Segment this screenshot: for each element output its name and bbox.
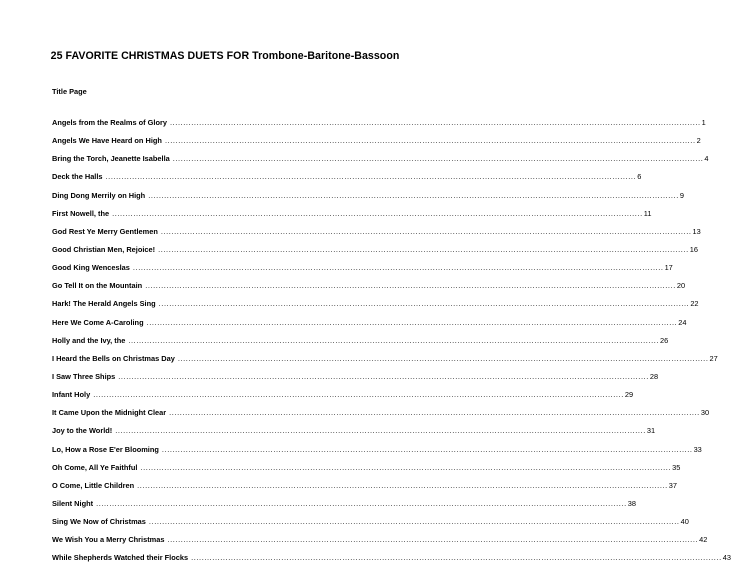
toc-entry-title: God Rest Ye Merry Gentlemen: [52, 226, 158, 236]
toc-dot-leader: ........................................................................................................................................................................................................: [170, 118, 701, 127]
toc-dot-leader: ........................................................................................................................................................................................................: [105, 172, 637, 182]
toc-entry: [52, 335, 669, 354]
toc-dot-leader: ........................................................................................................................................................................................................: [93, 390, 624, 400]
toc-entry-page-number: 24: [678, 317, 687, 327]
toc-dot-leader: ........................................................................................................................................................................................................: [177, 353, 709, 363]
toc-dot-leader: ........................................................................................................................................................................................................: [164, 136, 696, 146]
toc-entry-page-number: 27: [709, 353, 718, 363]
toc-entry: [52, 154, 709, 172]
toc-dot-leader: ........................................................................................................................................................................................................: [148, 517, 680, 527]
toc-dot-leader: ........................................................................................................................................................................................................: [172, 154, 704, 164]
toc-entry: [52, 281, 686, 299]
toc-entry-title: Joy to the World!: [52, 426, 113, 436]
toc-dot-leader: ........................................................................................................................................................................................................: [128, 335, 660, 345]
toc-entry-page-number: 13: [692, 226, 701, 236]
toc-dot-leader: ........................................................................................................................................................................................................: [96, 498, 627, 508]
toc-dot-leader: ........................................................................................................................................................................................................: [161, 444, 693, 454]
toc-entry: [52, 553, 731, 571]
toc-dot-leader: ........................................................................................................................................................................................................: [145, 281, 676, 291]
toc-entry: [52, 390, 634, 408]
toc-entry: [52, 226, 701, 245]
toc-entry-page-number: 6: [637, 172, 642, 182]
toc-entry-page-number: 16: [689, 244, 698, 254]
toc-entry-page-number: 2: [696, 136, 701, 146]
toc-entry-page-number: 22: [690, 299, 699, 309]
toc-entry-page-number: 38: [627, 498, 636, 508]
toc-entry-page-number: 1: [701, 118, 706, 127]
toc-entry-title: First Nowell, the: [52, 208, 110, 218]
toc-entry-title: Hark! The Herald Angels Sing: [52, 299, 156, 309]
toc-dot-leader: ........................................................................................................................................................................................................: [112, 208, 643, 218]
toc-entry-title: Holly and the Ivy, the: [52, 335, 126, 345]
toc-entry-title: Silent Night: [52, 498, 94, 508]
toc-entry: [52, 244, 698, 263]
toc-entry-title: Ding Dong Merrily on High: [52, 190, 146, 200]
toc-entry-title: Sing We Now of Christmas: [52, 517, 146, 527]
toc-entry-page-number: 9: [679, 190, 684, 200]
toc-entry: [52, 426, 656, 444]
toc-entry-page-number: 29: [624, 390, 634, 400]
toc-entry-page-number: 30: [700, 408, 710, 418]
toc-dot-leader: ........................................................................................................................................................................................................: [146, 317, 678, 327]
toc-entry-page-number: 26: [660, 335, 669, 345]
toc-entry: [52, 480, 678, 499]
toc-entry-page-number: 17: [664, 263, 673, 273]
toc-entry: [52, 136, 701, 154]
toc-entry-page-number: 43: [722, 553, 731, 563]
toc-entry: [52, 498, 636, 517]
toc-dot-leader: ........................................................................................................................................................................................................: [137, 480, 668, 490]
toc-dot-leader: ........................................................................................................................................................................................................: [169, 408, 700, 418]
toc-dot-leader: ........................................................................................................................................................................................................: [191, 553, 722, 563]
toc-dot-leader: ........................................................................................................................................................................................................: [148, 190, 679, 200]
toc-entry: [52, 118, 706, 136]
toc-dot-leader: ........................................................................................................................................................................................................: [115, 426, 646, 436]
toc-entry: [52, 444, 702, 463]
toc-entry: [52, 462, 681, 481]
toc-entry-page-number: 31: [646, 426, 656, 436]
toc-dot-leader: ........................................................................................................................................................................................................: [140, 462, 672, 472]
toc-entry-page-number: 42: [699, 535, 708, 545]
toc-entry: [52, 190, 684, 209]
toc-entry-title: Angels from the Realms of Glory: [52, 118, 167, 127]
toc-dot-leader: ........................................................................................................................................................................................................: [158, 299, 690, 309]
toc-entry-title: Bring the Torch, Jeanette Isabella: [52, 154, 170, 164]
toc-entry: [52, 408, 710, 426]
toc-entry-title: Lo, How a Rose E'er Blooming: [52, 444, 159, 454]
toc-dot-leader: ........................................................................................................................................................................................................: [160, 226, 692, 236]
toc-entry-title: O Come, Little Children: [52, 480, 135, 490]
toc-entry-title: Here We Come A-Caroling: [52, 317, 144, 327]
toc-entry: [52, 371, 659, 390]
toc-entry: [52, 299, 699, 317]
toc-entry-page-number: 40: [680, 517, 689, 527]
toc-entry-page-number: 35: [672, 462, 681, 472]
toc-entry-title: Oh Come, All Ye Faithful: [52, 462, 138, 472]
toc-dot-leader: ........................................................................................................................................................................................................: [132, 263, 664, 273]
toc-entry-title: Angels We Have Heard on High: [52, 136, 162, 146]
toc-entry-page-number: 20: [676, 281, 686, 291]
toc-dot-leader: ........................................................................................................................................................................................................: [118, 371, 649, 381]
toc-entry-page-number: 28: [649, 371, 659, 381]
toc-entry-title: Good Christian Men, Rejoice!: [52, 244, 156, 254]
toc-entry-title: While Shepherds Watched their Flocks: [52, 553, 189, 563]
toc-entry-title: Deck the Halls: [52, 172, 103, 182]
toc-entry-page-number: 4: [704, 154, 709, 164]
toc-entry: [52, 535, 708, 553]
toc-entry-title: I Saw Three Ships: [52, 371, 116, 381]
toc-entry: [52, 263, 673, 281]
toc-entry-title: Infant Holy: [52, 390, 91, 400]
toc-entry-title: I Heard the Bells on Christmas Day: [52, 353, 175, 363]
toc-entry: [52, 172, 642, 190]
toc-dot-leader: ........................................................................................................................................................................................................: [158, 244, 689, 254]
toc-entry: [52, 317, 687, 336]
toc-entry: [52, 208, 652, 227]
toc-entry-page-number: 37: [668, 480, 678, 490]
toc-entry-title: It Came Upon the Midnight Clear: [52, 408, 167, 418]
toc-entry: [52, 517, 689, 535]
toc-entry-title: We Wish You a Merry Christmas: [52, 535, 165, 545]
toc-entry-title: Good King Wenceslas: [52, 263, 130, 273]
toc-entry-title: Go Tell It on the Mountain: [52, 281, 143, 291]
toc-entry-page-number: 33: [693, 444, 702, 454]
toc-dot-leader: ........................................................................................................................................................................................................: [167, 535, 699, 545]
table-of-contents: [52, 118, 731, 572]
toc-entry: [52, 353, 718, 372]
document-title: 25 FAVORITE CHRISTMAS DUETS FOR Trombone-Baritone-Bassoon: [50, 50, 400, 62]
section-heading: Title Page: [52, 87, 87, 96]
toc-entry-page-number: 11: [643, 208, 652, 218]
